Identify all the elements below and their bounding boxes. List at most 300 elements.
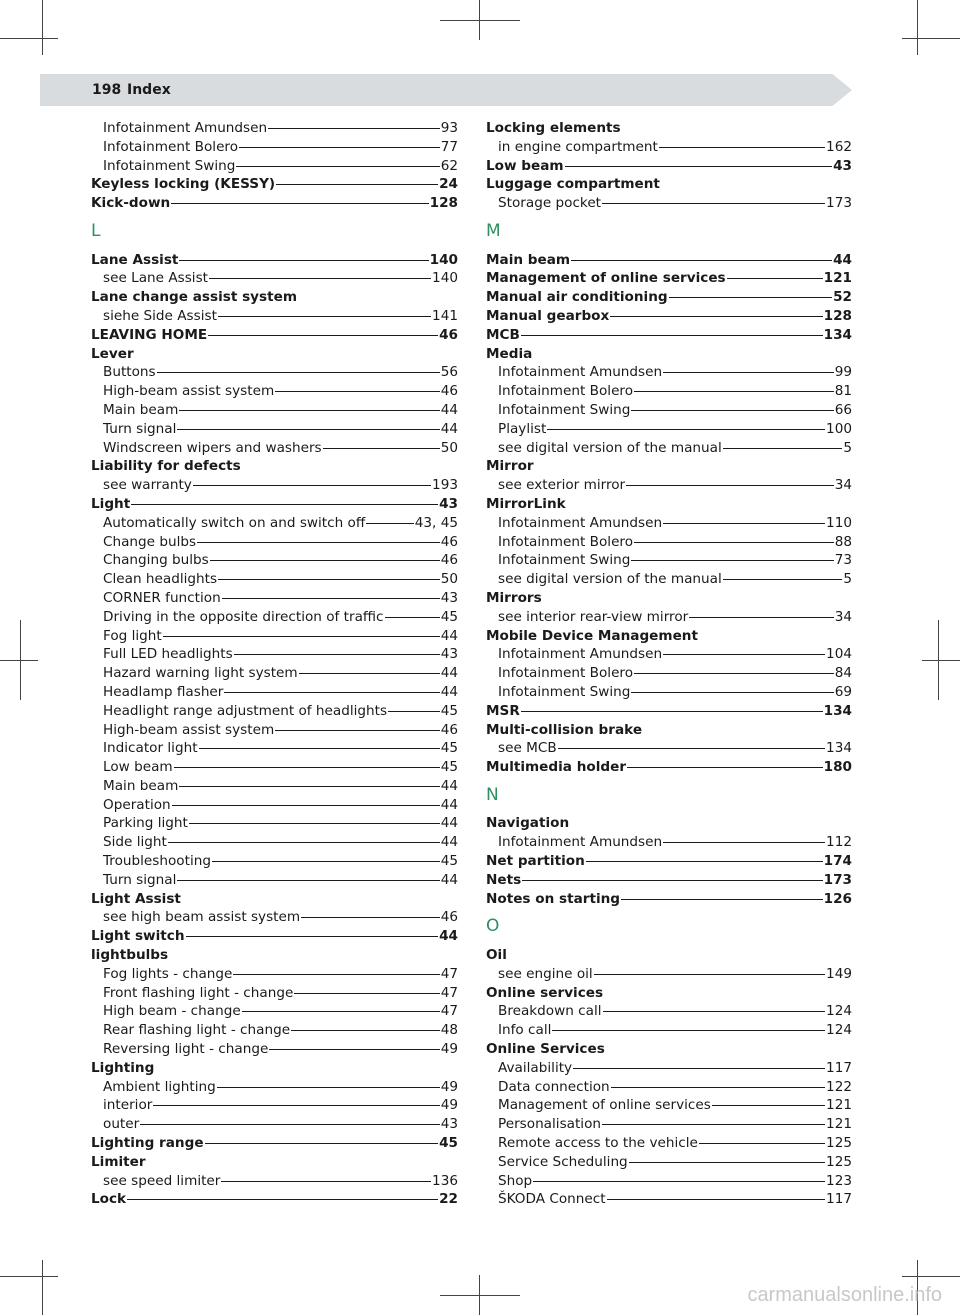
leader-line [276, 184, 438, 185]
leader-line [239, 147, 440, 148]
entry-term: Infotainment Amundsen [498, 646, 663, 663]
entry-page[interactable]: 44 [440, 665, 458, 682]
leader-line [627, 767, 823, 768]
entry-term: Infotainment Bolero [498, 383, 634, 400]
leader-line [385, 617, 440, 618]
leader-line [299, 673, 440, 674]
index-subentry[interactable] [486, 194, 852, 213]
index-entry[interactable] [91, 495, 458, 514]
entry-page[interactable]: 117 [826, 1191, 852, 1208]
index-subentry[interactable] [91, 645, 458, 664]
index-heading: Lever [91, 345, 134, 362]
entry-page[interactable]: 34 [834, 608, 852, 625]
index-subentry[interactable] [486, 1059, 852, 1078]
index-subentry[interactable] [91, 1002, 458, 1021]
index-subentry[interactable] [91, 683, 458, 702]
leader-line [174, 767, 440, 768]
leader-line [631, 410, 833, 411]
entry-term: Availability [498, 1059, 573, 1076]
leader-line [663, 523, 825, 524]
leader-line [565, 166, 832, 167]
index-subentry[interactable] [486, 833, 852, 852]
entry-page[interactable]: 45 [440, 740, 458, 757]
entry-page[interactable]: 81 [834, 383, 852, 400]
leader-line [218, 579, 440, 580]
index-subentry[interactable] [91, 439, 458, 458]
index-subentry[interactable] [486, 1096, 852, 1115]
leader-line [723, 448, 843, 449]
index-subentry[interactable] [486, 965, 852, 984]
entry-page[interactable]: 93 [440, 120, 458, 136]
leader-line [205, 1143, 439, 1144]
entry-page[interactable]: 88 [834, 533, 852, 550]
index-subentry[interactable] [91, 852, 458, 871]
entry-page[interactable]: 43 [833, 157, 852, 174]
index-entry[interactable] [91, 175, 458, 194]
entry-term: Driving in the opposite direction of traffic [103, 608, 384, 625]
leader-line [663, 842, 825, 843]
entry-term: Low beam [486, 157, 564, 174]
index-entry[interactable] [91, 927, 458, 946]
leader-line [168, 842, 440, 843]
index-subentry[interactable] [486, 1153, 852, 1172]
index-subentry[interactable] [486, 1190, 852, 1209]
index-subentry[interactable] [486, 1115, 852, 1134]
entry-page[interactable]: 47 [440, 965, 458, 982]
entry-term: High-beam assist system [103, 721, 275, 738]
index-subentry[interactable] [91, 1115, 458, 1134]
index-heading: Locking elements [486, 120, 621, 136]
leader-line [533, 1181, 825, 1182]
entry-page[interactable]: 5 [843, 571, 852, 588]
crop-mark [42, 1260, 43, 1315]
entry-term: Storage pocket [498, 195, 602, 212]
index-entry[interactable] [486, 702, 852, 721]
entry-page[interactable]: 134 [826, 740, 852, 757]
index-subentry[interactable] [486, 1002, 852, 1021]
entry-page[interactable]: 128 [823, 307, 852, 324]
entry-page[interactable]: 44 [440, 401, 458, 418]
index-subentry[interactable] [486, 382, 852, 401]
entry-page[interactable]: 46 [440, 909, 458, 926]
entry-page[interactable]: 48 [440, 1022, 458, 1039]
index-entry[interactable] [91, 194, 458, 213]
leader-line [663, 372, 834, 373]
entry-page[interactable]: 45 [439, 1135, 458, 1152]
index-subentry[interactable] [486, 533, 852, 552]
index-subentry[interactable] [91, 307, 458, 326]
index-entry[interactable] [486, 326, 852, 345]
crop-mark [0, 1276, 58, 1277]
entry-term: see high beam assist system [103, 909, 301, 926]
entry-term: Rear flashing light - change [103, 1022, 291, 1039]
entry-page[interactable]: 44 [440, 815, 458, 832]
index-subentry[interactable] [91, 796, 458, 815]
index-letter-heading: L [91, 220, 101, 241]
index-subentry[interactable] [91, 702, 458, 721]
entry-term: Infotainment Amundsen [103, 120, 268, 136]
index-entry[interactable] [91, 1190, 458, 1209]
entry-page[interactable]: 45 [440, 608, 458, 625]
entry-page[interactable]: 47 [440, 984, 458, 1001]
entry-term: Light switch [91, 928, 185, 945]
index-subentry[interactable] [486, 551, 852, 570]
entry-page[interactable]: 66 [834, 401, 852, 418]
entry-term: MSR [486, 702, 520, 719]
entry-term: Turn signal [103, 871, 177, 888]
leader-line [552, 1030, 825, 1031]
entry-term: Keyless locking (KESSY) [91, 176, 276, 193]
entry-term: Kick-down [91, 195, 171, 212]
index-subentry[interactable] [91, 138, 458, 157]
index-subentry[interactable] [486, 439, 852, 458]
leader-line [294, 993, 439, 994]
leader-line [269, 1049, 439, 1050]
entry-page[interactable]: 52 [833, 289, 852, 306]
leader-line [179, 260, 428, 261]
entry-term: see warranty [103, 477, 192, 494]
entry-page[interactable]: 134 [823, 326, 852, 343]
entry-term: Data connection [498, 1078, 610, 1095]
entry-page[interactable]: 50 [440, 571, 458, 588]
index-subentry[interactable] [486, 420, 852, 439]
index-entry[interactable] [91, 326, 458, 345]
index-subentry[interactable] [486, 363, 852, 382]
entry-term: Lane Assist [91, 251, 179, 268]
index-subentry[interactable] [91, 420, 458, 439]
entry-term: Service Scheduling [498, 1153, 628, 1170]
index-subentry[interactable] [91, 476, 458, 495]
entry-term: Low beam [103, 759, 173, 776]
leader-line [388, 711, 440, 712]
leader-line [626, 485, 834, 486]
index-entry[interactable] [486, 758, 852, 777]
index-subentry[interactable] [91, 157, 458, 176]
entry-page[interactable]: 56 [440, 364, 458, 381]
index-subentry[interactable] [91, 1021, 458, 1040]
entry-page[interactable]: 46 [440, 721, 458, 738]
entry-term: Light [91, 495, 131, 512]
index-subentry[interactable] [486, 1172, 852, 1191]
entry-page[interactable]: 173 [826, 195, 852, 212]
index-entry[interactable] [486, 157, 852, 176]
leader-line [179, 786, 439, 787]
entry-page[interactable]: 44 [440, 796, 458, 813]
leader-line [586, 861, 823, 862]
index-subentry[interactable] [91, 382, 458, 401]
index-subentry[interactable] [91, 363, 458, 382]
entry-term: Front flashing light - change [103, 984, 294, 1001]
entry-page[interactable]: 117 [826, 1059, 852, 1076]
entry-page[interactable]: 44 [440, 627, 458, 644]
entry-term: Net partition [486, 853, 585, 870]
entry-term: Remote access to the vehicle [498, 1135, 698, 1152]
entry-term: Lighting range [91, 1135, 204, 1152]
entry-page[interactable]: 122 [826, 1078, 852, 1095]
entry-page[interactable]: 121 [823, 270, 852, 287]
entry-term: Parking light [103, 815, 188, 832]
entry-page[interactable]: 24 [439, 176, 458, 193]
leader-line [209, 278, 431, 279]
entry-page[interactable]: 43, 45 [414, 514, 458, 531]
entry-term: High-beam assist system [103, 383, 275, 400]
index-subentry[interactable] [486, 608, 852, 627]
index-subentry[interactable] [91, 1096, 458, 1115]
entry-term: Management of online services [486, 270, 726, 287]
entry-page[interactable]: 44 [833, 251, 852, 268]
entry-term: ŠKODA Connect [498, 1191, 606, 1208]
index-subentry[interactable] [486, 1134, 852, 1153]
entry-page[interactable]: 45 [440, 759, 458, 776]
entry-page[interactable]: 77 [440, 138, 458, 155]
entry-page[interactable]: 69 [834, 683, 852, 700]
entry-term: Change bulbs [103, 533, 197, 550]
index-subentry[interactable] [91, 533, 458, 552]
index-entry[interactable] [486, 890, 852, 909]
leader-line [634, 673, 834, 674]
index-subentry[interactable] [91, 833, 458, 852]
entry-term: Clean headlights [103, 571, 218, 588]
leader-line [521, 335, 823, 336]
entry-term: Infotainment Bolero [498, 533, 634, 550]
index-heading: MirrorLink [486, 495, 566, 512]
entry-page[interactable]: 50 [440, 439, 458, 456]
index-heading: Luggage compartment [486, 176, 660, 193]
entry-term: see exterior mirror [498, 477, 626, 494]
entry-page[interactable]: 121 [826, 1116, 852, 1133]
index-subentry[interactable] [91, 777, 458, 796]
leader-line [212, 861, 440, 862]
entry-page[interactable]: 173 [823, 871, 852, 888]
crop-mark [902, 1276, 960, 1277]
index-subentry[interactable] [91, 119, 458, 138]
entry-term: Buttons [103, 364, 156, 381]
index-heading: Limiter [91, 1153, 146, 1170]
entry-page[interactable]: 44 [440, 834, 458, 851]
entry-page[interactable]: 123 [826, 1172, 852, 1189]
entry-page[interactable]: 43 [440, 589, 458, 606]
index-subentry[interactable] [486, 1078, 852, 1097]
index-heading: Online services [486, 984, 604, 1001]
leader-line [127, 1199, 438, 1200]
entry-page[interactable]: 134 [823, 702, 852, 719]
leader-line [179, 410, 439, 411]
index-subentry[interactable] [91, 570, 458, 589]
index-subentry[interactable] [91, 814, 458, 833]
index-subentry[interactable] [91, 1172, 458, 1191]
index-subentry[interactable] [486, 476, 852, 495]
leader-line [631, 560, 833, 561]
entry-page[interactable]: 45 [440, 702, 458, 719]
entry-page[interactable]: 125 [826, 1135, 852, 1152]
index-subentry[interactable] [91, 551, 458, 570]
index-subentry[interactable] [91, 871, 458, 890]
leader-line [634, 391, 834, 392]
entry-page[interactable]: 34 [834, 477, 852, 494]
index-letter-heading: N [486, 784, 499, 805]
index-entry[interactable] [486, 288, 852, 307]
index-subentry[interactable] [91, 721, 458, 740]
entry-page[interactable]: 45 [440, 853, 458, 870]
entry-page[interactable]: 110 [826, 514, 852, 531]
entry-term: Troubleshooting [103, 853, 211, 870]
index-subentry[interactable] [91, 627, 458, 646]
entry-page[interactable]: 100 [826, 420, 852, 437]
entry-term: Infotainment Bolero [498, 665, 634, 682]
entry-term: LEAVING HOME [91, 326, 208, 343]
index-subentry[interactable] [91, 758, 458, 777]
entry-page[interactable]: 193 [432, 477, 458, 494]
index-subentry[interactable] [91, 608, 458, 627]
entry-term: Indicator light [103, 740, 198, 757]
index-subentry[interactable] [91, 908, 458, 927]
leader-line [629, 1162, 825, 1163]
entry-page[interactable]: 44 [440, 420, 458, 437]
entry-page[interactable]: 99 [834, 364, 852, 381]
index-subentry[interactable] [486, 664, 852, 683]
entry-page[interactable]: 112 [826, 834, 852, 851]
index-subentry[interactable] [91, 269, 458, 288]
entry-page[interactable]: 44 [440, 683, 458, 700]
entry-page[interactable]: 46 [440, 552, 458, 569]
entry-page[interactable]: 49 [440, 1078, 458, 1095]
entry-page[interactable]: 47 [440, 1003, 458, 1020]
index-subentry[interactable] [91, 1040, 458, 1059]
leader-line [291, 1030, 440, 1031]
entry-page[interactable]: 46 [440, 383, 458, 400]
index-subentry[interactable] [486, 739, 852, 758]
entry-page[interactable]: 162 [826, 138, 852, 155]
leader-line [157, 372, 440, 373]
entry-page[interactable]: 180 [823, 759, 852, 776]
leader-line [602, 203, 825, 204]
index-subentry[interactable] [486, 514, 852, 533]
leader-line [275, 730, 440, 731]
crop-mark [440, 1295, 520, 1296]
leader-line [594, 974, 825, 975]
entry-page[interactable]: 140 [429, 251, 458, 268]
index-subentry[interactable] [91, 514, 458, 533]
entry-page[interactable]: 49 [440, 1097, 458, 1114]
leader-line [172, 805, 440, 806]
leader-line [301, 917, 440, 918]
entry-page[interactable]: 43 [440, 646, 458, 663]
index-entry[interactable] [486, 251, 852, 270]
leader-line [234, 654, 440, 655]
entry-page[interactable]: 49 [440, 1041, 458, 1058]
entry-page[interactable]: 46 [440, 533, 458, 550]
entry-page[interactable]: 62 [440, 157, 458, 174]
index-column-right [486, 119, 852, 1209]
entry-term: Side light [103, 834, 167, 851]
entry-page[interactable]: 46 [439, 326, 458, 343]
leader-line [210, 560, 440, 561]
crop-mark [922, 660, 960, 661]
index-subentry[interactable] [91, 1078, 458, 1097]
leader-line [631, 692, 833, 693]
index-subentry[interactable] [91, 739, 458, 758]
index-entry[interactable] [486, 269, 852, 288]
entry-page[interactable]: 84 [834, 665, 852, 682]
entry-term: Lock [91, 1191, 127, 1208]
entry-page[interactable]: 73 [834, 552, 852, 569]
entry-page[interactable]: 44 [440, 777, 458, 794]
entry-term: see Lane Assist [103, 270, 208, 287]
leader-line [199, 748, 440, 749]
leader-line [712, 1105, 825, 1106]
index-subentry[interactable] [91, 965, 458, 984]
crop-mark [42, 0, 43, 55]
index-subentry[interactable] [486, 1021, 852, 1040]
entry-page[interactable]: 44 [440, 871, 458, 888]
leader-line [217, 1087, 440, 1088]
entry-page[interactable]: 141 [432, 307, 458, 324]
entry-page[interactable]: 43 [440, 1116, 458, 1133]
entry-term: Shop [498, 1172, 533, 1189]
index-entry[interactable] [486, 852, 852, 871]
leader-line [699, 1143, 825, 1144]
leader-line [611, 1087, 825, 1088]
entry-page[interactable]: 22 [439, 1191, 458, 1208]
index-entry[interactable] [486, 871, 852, 890]
crop-mark [0, 660, 38, 661]
index-column-left [91, 119, 458, 1209]
leader-line [634, 542, 834, 543]
entry-page[interactable]: 140 [432, 270, 458, 287]
entry-term: see digital version of the manual [498, 571, 722, 588]
page-number: 198 [92, 82, 122, 98]
entry-page[interactable]: 104 [826, 646, 852, 663]
index-heading: Mirrors [486, 589, 542, 606]
index-heading: Light Assist [91, 890, 181, 907]
index-entry[interactable] [486, 307, 852, 326]
watermark: carmanualsonline.info [747, 1284, 942, 1306]
leader-line [659, 147, 825, 148]
index-subentry[interactable] [91, 589, 458, 608]
entry-page[interactable]: 174 [823, 853, 852, 870]
entry-page[interactable]: 128 [429, 195, 458, 212]
entry-term: see interior rear-view mirror [498, 608, 689, 625]
entry-page[interactable]: 124 [826, 1003, 852, 1020]
index-subentry[interactable] [486, 570, 852, 589]
crop-mark [902, 38, 960, 39]
entry-page[interactable]: 125 [826, 1153, 852, 1170]
entry-page[interactable]: 126 [823, 890, 852, 907]
index-entry[interactable] [91, 251, 458, 270]
index-subentry[interactable] [91, 984, 458, 1003]
entry-term: Breakdown call [498, 1003, 602, 1020]
leader-line [221, 1181, 431, 1182]
index-subentry[interactable] [486, 401, 852, 420]
index-subentry[interactable] [91, 401, 458, 420]
index-subentry[interactable] [91, 664, 458, 683]
entry-term: Headlamp flasher [103, 683, 224, 700]
entry-page[interactable]: 5 [843, 439, 852, 456]
leader-line [236, 166, 439, 167]
entry-page[interactable]: 124 [826, 1022, 852, 1039]
entry-page[interactable]: 136 [432, 1172, 458, 1189]
index-subentry[interactable] [486, 138, 852, 157]
entry-term: Fog light [103, 627, 162, 644]
index-entry[interactable] [91, 1134, 458, 1153]
entry-page[interactable]: 43 [439, 495, 458, 512]
entry-page[interactable]: 44 [439, 928, 458, 945]
entry-term: Infotainment Amundsen [498, 834, 663, 851]
index-subentry[interactable] [486, 645, 852, 664]
index-subentry[interactable] [486, 683, 852, 702]
entry-page[interactable]: 149 [826, 965, 852, 982]
entry-page[interactable]: 121 [826, 1097, 852, 1114]
